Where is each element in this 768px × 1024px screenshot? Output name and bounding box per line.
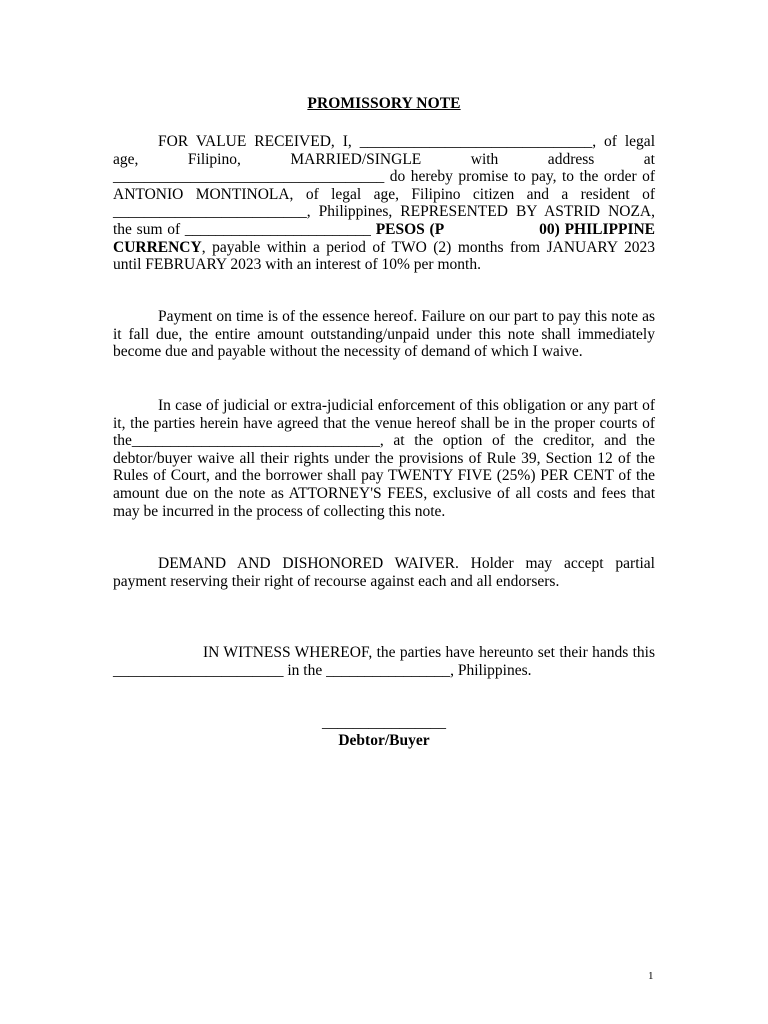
document-title: PROMISSORY NOTE <box>307 95 461 112</box>
paragraph-demand-waiver: DEMAND AND DISHONORED WAIVER. Holder may accept partial payment reserving their right of recourse against each and all endorsers. <box>113 555 655 590</box>
signature-label: Debtor/Buyer <box>338 732 430 749</box>
page-number: 1 <box>648 970 654 982</box>
paragraph-payment-on-time: Payment on time is of the essence hereof. Failure on our part to pay this note as it fall due, the entire amount outstanding/unpaid under this note shall immediately become due and payable without the necessity of demand of which I waive. <box>113 308 655 361</box>
signature-line: ________________ <box>322 714 446 731</box>
paragraph1-text: FOR VALUE RECEIVED, I, ______________________________, of legal age, Filipino, MARRIED/SINGLE with address at ___________________________________ do hereby promise to pay, to the order of ANTONIO MONTINOLA, of legal age, Filipino citizen and a resident of _________________________, Philippines, REPRESENTED BY ASTRID NOZA, the sum of ________________________ <box>113 133 655 238</box>
paragraph-judicial-enforcement: In case of judicial or extra-judicial enforcement of this obligation or any part of it, the parties herein have agreed that the venue hereof shall be in the proper courts of the________________________________, at the option of the creditor, and the debtor/buyer waive all their rights under the provisions of Rule 39, Section 12 of the Rules of Court, and the borrower shall pay TWENTY FIVE (25%) PER CENT of the amount due on the note as ATTORNEY'S FEES, exclusive of all costs and fees that may be incurred in the process of collecting this note. <box>113 397 655 520</box>
currency-label: 00) PHILIPPINE CURRENCY <box>113 220 656 256</box>
pesos-label: PESOS (P <box>375 220 445 238</box>
paragraph1-terms: , payable within a period of TWO (2) months from JANUARY 2023 until FEBRUARY 2023 with an interest of 10% per month. <box>113 238 655 274</box>
amount-blank <box>444 221 539 238</box>
paragraph-in-witness: IN WITNESS WHEREOF, the parties have hereunto set their hands this ______________________ in the ________________, Philippines. <box>113 644 655 679</box>
paragraph-for-value-received <box>113 133 655 274</box>
